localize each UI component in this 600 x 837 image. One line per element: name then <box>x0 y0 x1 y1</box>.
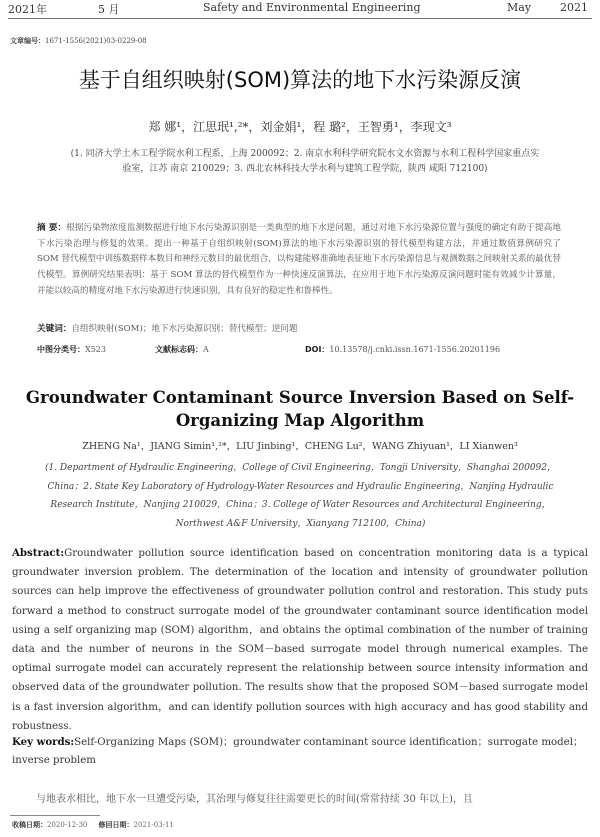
abstract-english-label: Abstract: <box>12 547 65 559</box>
clc-value: X523 <box>85 345 106 354</box>
article-number <box>10 36 147 46</box>
article-number-value: 1671-1556(2021)03-0229-08 <box>45 37 147 45</box>
keywords-chinese <box>37 322 561 334</box>
header-journal: Safety and Environmental Engineering <box>203 1 421 14</box>
title-english: Groundwater Contaminant Source Inversion Based on Self-Organizing Map Algorithm <box>25 388 575 430</box>
affiliation-chinese: (1. 同济大学土木工程学院水利工程系，上海 200092；2. 南京水利科学研究院水文水资源与水利工程科学国家重点实验室，江苏 南京 210029；3. 西北农林科技大学水利与建筑工程学院，陕西 咸阳 712100) <box>70 149 540 174</box>
header-year: 2021年 <box>8 3 47 16</box>
affiliation-english: (1. Department of Hydraulic Engineering，College of Civil Engineering，Tongji University，Shanghai 200092，China；2. State Key Laboratory of Hydrology-Water Resources and Hydraulic Engineering，Nanjing Hydraulic Research Institute，Nanjing 210029，China；3. College of Water Resources and Architectural Engineering，Northwest A&F University，Xianyang 712100，China) <box>44 463 557 529</box>
abstract-english-text: Groundwater pollution source identification based on concentration monitoring data is a typical groundwater inversion problem. The determination of the location and intensity of groundwater pollution sources can help improve the effectiveness of groundwater pollution control and restoration. This study puts forward a method to construct surrogate model of the groundwater contaminant source identification model using a self organizing map (SOM) algorithm，and obtains the optimal combination of the number of training data and the number of neurons in the SOM－based surrogate model through numerical examples. The optimal surrogate model can accurately represent the relationship between source intensity information and observed data of the groundwater pollution. The results show that the proposed SOM－based surrogate model is a fast inversion algorithm，and can identify pollution sources with high accuracy and has good stability and robustness. <box>12 548 588 732</box>
keywords-chinese-text: 自组织映射(SOM)；地下水污染源识别；替代模型；逆问题 <box>71 324 298 334</box>
authors-chinese: 郑 娜¹，江思珉¹,²*，刘金娟¹，程 璐²，王智勇¹，李现文³ <box>148 120 452 134</box>
revised-date: 2021-03-11 <box>133 821 174 829</box>
abstract-chinese <box>37 221 561 300</box>
abstract-english <box>12 544 588 736</box>
revised-label: 修回日期： <box>98 821 134 829</box>
authors-english: ZHENG Na¹，JIANG Simin¹,²*，LIU Jinbing¹，CHENG Lu²，WANG Zhiyuan¹，LI Xianwen³ <box>82 441 518 452</box>
header-year-en: 2021 <box>560 1 588 14</box>
header-month-en: May <box>507 1 532 14</box>
body-paragraph-start: 与地表水相比，地下水一旦遭受污染，其治理与修复往往需要更长的时间(常常持续 30 年以上)，且 <box>36 794 473 805</box>
header-month: 5 月 <box>98 3 120 16</box>
keywords-chinese-label: 关键词： <box>37 324 72 334</box>
keywords-english <box>12 733 588 770</box>
abstract-chinese-text: 根据污染物浓度监测数据进行地下水污染源识别是一类典型的地下水逆问题，通过对地下水污染源位置与强度的确定有助于提高地下水污染治理与修复的效果。提出一种基于自组织映射(SOM)算法的地下水污染源识别的替代模型构建方法，并通过数值算例研究了 SOM 替代模型中训练数据样本数目和神经元数目的最优组合，以构建能够准确地表征地下水污染源信息与观测数据之间映射关系的最优替代模型。算例研究结果表明：基于 SOM 算法的替代模型作为一种快速反演算法，在应用于地下水污染源反演问题时能有效减少计算量，并能以较高的精度对地下水污染源进行快速识别，具有良好的稳定性和鲁棒性。 <box>37 223 561 296</box>
abstract-chinese-label: 摘 要： <box>37 223 67 233</box>
doi-value: 10.13578/j.cnki.issn.1671-1556.20201196 <box>329 345 501 354</box>
footnote <box>12 820 174 830</box>
received-label: 收稿日期： <box>12 821 47 829</box>
header-rule <box>8 18 592 19</box>
doi-label: DOI： <box>305 345 330 354</box>
doc-code-value: A <box>203 345 209 354</box>
keywords-english-text: Self-Organizing Maps (SOM)；groundwater contaminant source identification；surrogate model；inverse problem <box>12 737 584 766</box>
article-number-label: 文章编号： <box>10 37 45 45</box>
keywords-english-label: Key words: <box>12 736 75 748</box>
clc-label: 中图分类号： <box>37 345 85 354</box>
footnote-rule <box>10 815 100 816</box>
running-header <box>0 0 600 16</box>
doc-code-label: 文献标志码： <box>155 345 203 354</box>
title-chinese: 基于自组织映射(SOM)算法的地下水污染源反演 <box>78 68 522 92</box>
received-date: 2020-12-30 <box>47 821 88 829</box>
